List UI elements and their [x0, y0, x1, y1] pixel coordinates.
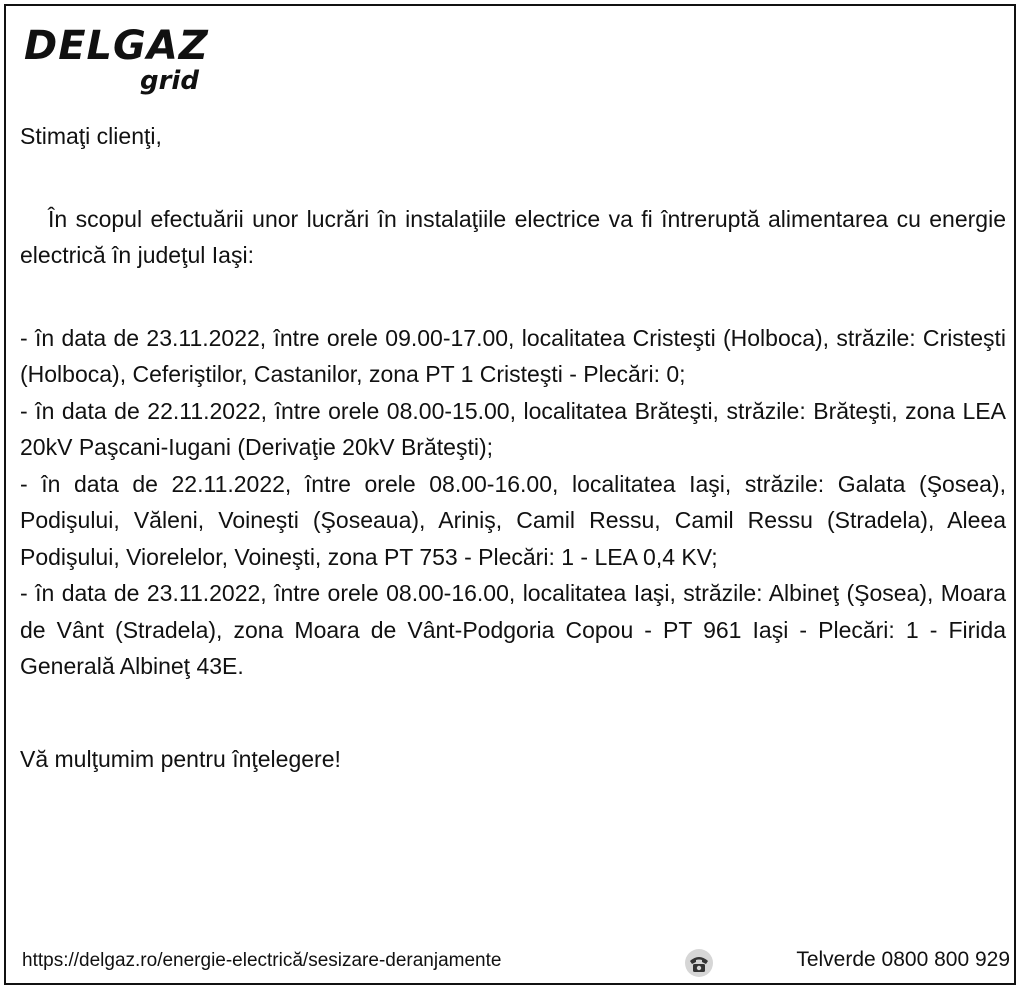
- outage-item: - în data de 22.11.2022, între orele 08.00-16.00, localitatea Iaşi, străzile: Galata (Şosea), Podişului, Văleni, Voineşti (Şoseaua), Ariniş, Camil Ressu, Camil Ressu (Stradela), Aleea Podişului, Viorelelor, Voineşti, zona PT 753 - Plecări: 1 - LEA 0,4 KV;: [20, 470, 1006, 570]
- telephone-icon: [684, 948, 714, 978]
- footer: [20, 946, 1010, 980]
- closing-line: Vă mulţumim pentru înţelegere!: [20, 745, 341, 772]
- outage-list: [20, 320, 1006, 685]
- outage-item: - în data de 23.11.2022, între orele 09.00-17.00, localitatea Cristeşti (Holboca), străzile: Cristeşti (Holboca), Ceferiştilor, Castanilor, zona PT 1 Cristeşti - Plecări: 0;: [20, 324, 1006, 387]
- outage-item: - în data de 23.11.2022, între orele 08.00-16.00, localitatea Iaşi, străzile: Albineţ (Şosea), Moara de Vânt (Stradela), zona Moara de Vânt-Podgoria Copou - PT 961 Iaşi - Plecări: 1 - Firida Generală Albineţ 43E.: [20, 580, 1006, 679]
- intro-paragraph: În scopul efectuării unor lucrări în instalaţiile electrice va fi întreruptă alimentarea cu energie electrică în judeţul Iaşi:: [20, 205, 1006, 268]
- notice-frame: [4, 4, 1016, 985]
- report-url-link[interactable]: https://delgaz.ro/energie-electrică/sesizare-deranjamente: [22, 950, 502, 971]
- delgaz-grid-logo: [24, 23, 224, 102]
- logo-wordmark: DELGAZ: [24, 23, 209, 69]
- outage-item: - în data de 22.11.2022, între orele 08.00-15.00, localitatea Brăteşti, străzile: Brăteşti, zona LEA 20kV Paşcani-Iugani (Derivaţie 20kV Brăteşti);: [20, 397, 1006, 460]
- greeting: Stimaţi clienţi,: [20, 123, 162, 149]
- hotline-number: Telverde 0800 800 929: [796, 948, 1010, 971]
- logo-subtitle: grid: [140, 66, 199, 96]
- notice-body: [20, 118, 1006, 777]
